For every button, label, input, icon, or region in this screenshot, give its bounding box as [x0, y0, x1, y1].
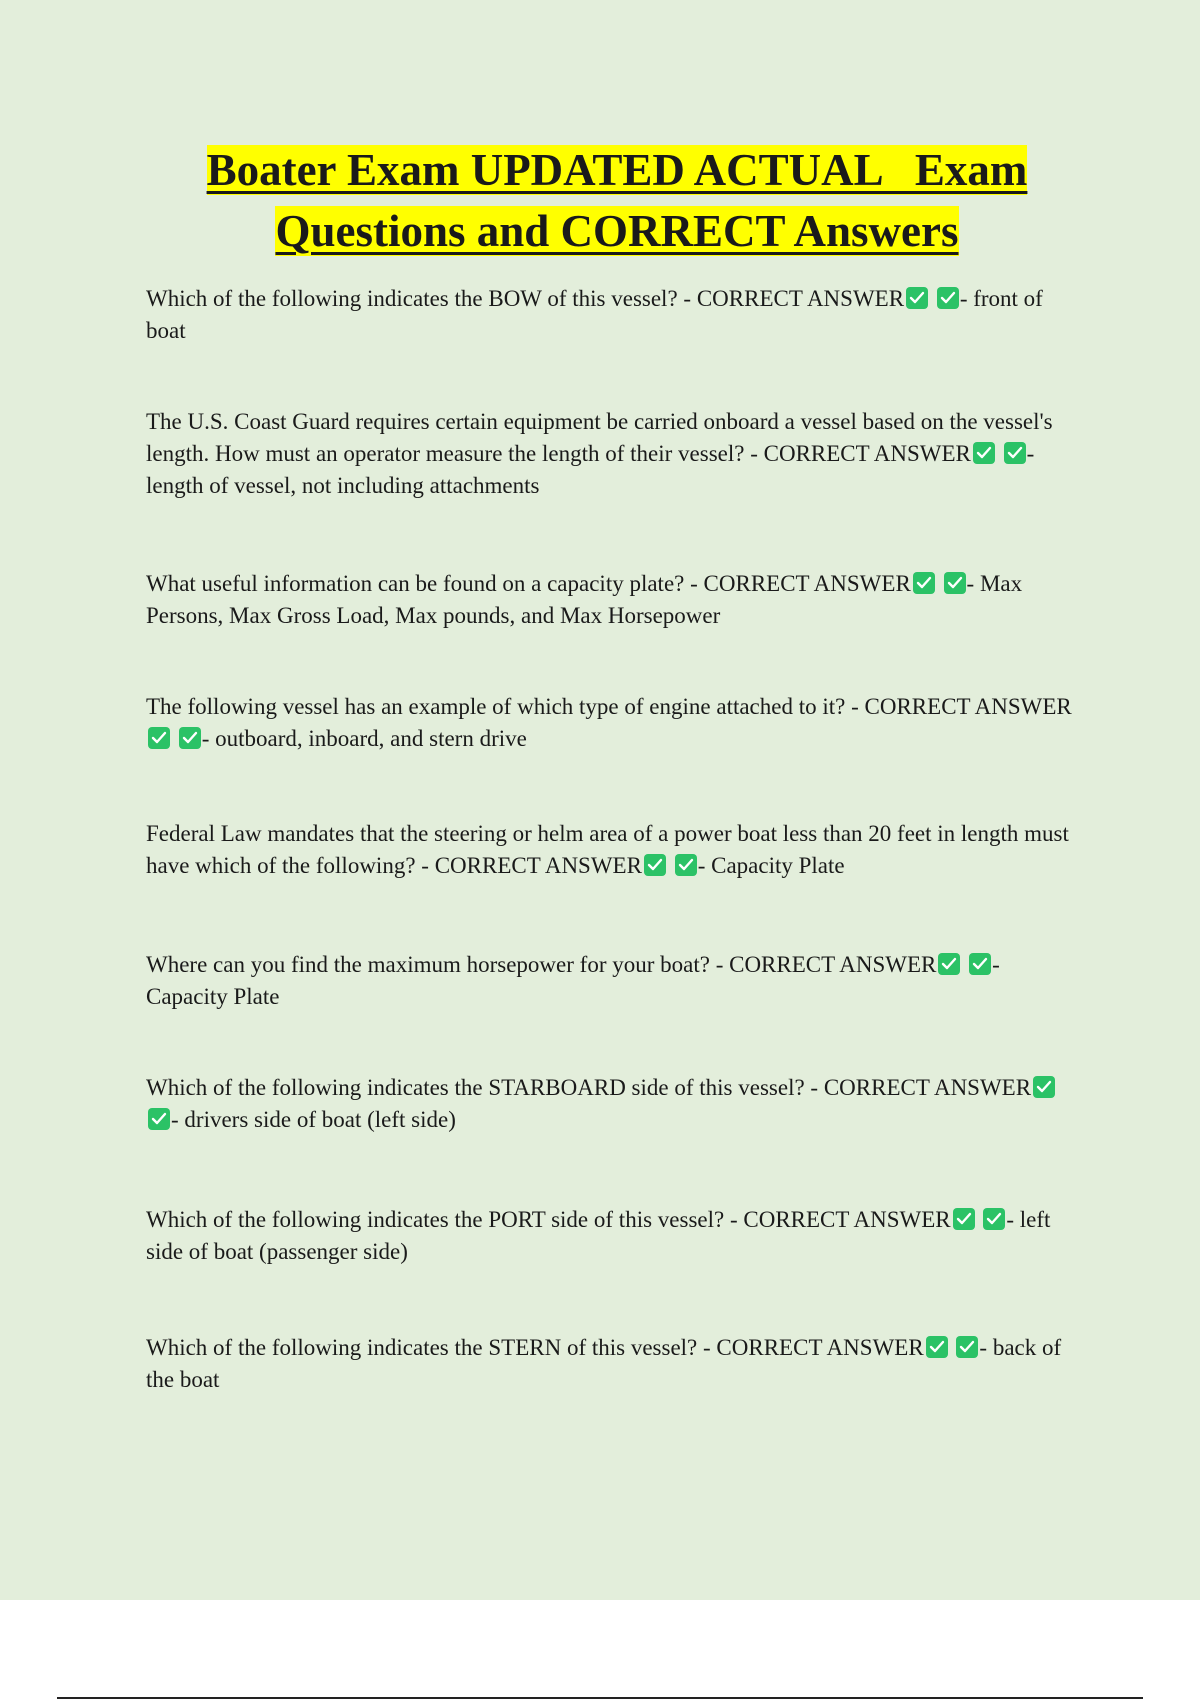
qa-item-2	[146, 406, 1076, 502]
answer-text: - Capacity Plate	[697, 853, 845, 878]
green-checkmark-box-icon	[983, 1208, 1005, 1230]
answer-text: - front of boat	[146, 286, 1043, 343]
green-checkmark-box-icon	[938, 953, 960, 975]
question-text: The following vessel has an example of which type of engine attached to it? -	[146, 694, 865, 719]
answer-text: - left side of boat (passenger side)	[146, 1207, 1051, 1264]
qa-item-1	[146, 283, 1076, 347]
qa-item-6	[146, 949, 1076, 1013]
question-text: What useful information can be found on a capacity plate? -	[146, 571, 704, 596]
green-checkmark-box-icon	[973, 442, 995, 464]
green-checkmark-box-icon	[926, 1336, 948, 1358]
green-checkmark-box-icon	[1033, 1076, 1055, 1098]
question-text: Which of the following indicates the STARBOARD side of this vessel? -	[146, 1075, 824, 1100]
answer-marker: CORRECT ANSWER	[716, 1335, 924, 1360]
answer-marker: CORRECT ANSWER	[729, 952, 937, 977]
green-checkmark-box-icon	[644, 854, 666, 876]
green-checkmark-box-icon	[675, 854, 697, 876]
title-line-1: Boater Exam UPDATED ACTUAL Exam	[206, 145, 1028, 195]
green-checkmark-box-icon	[906, 287, 928, 309]
question-text: Which of the following indicates the STERN of this vessel? -	[146, 1335, 717, 1360]
answer-marker: CORRECT ANSWER	[696, 286, 905, 311]
qa-item-7	[146, 1072, 1076, 1136]
answer-text: - back of the boat	[146, 1335, 1062, 1392]
answer-marker: CORRECT ANSWER	[434, 853, 642, 878]
footer-divider	[57, 1697, 1143, 1699]
green-checkmark-box-icon	[1004, 442, 1026, 464]
green-checkmark-box-icon	[937, 287, 959, 309]
green-checkmark-box-icon	[179, 727, 201, 749]
qa-item-5	[146, 818, 1076, 882]
answer-text: - Max Persons, Max Gross Load, Max pounds, and Max Horsepower	[146, 571, 1023, 628]
green-checkmark-box-icon	[148, 1108, 170, 1130]
answer-text: - drivers side of boat (left side)	[171, 1107, 456, 1132]
green-checkmark-box-icon	[956, 1336, 978, 1358]
qa-item-8	[146, 1204, 1076, 1268]
green-checkmark-box-icon	[944, 572, 966, 594]
green-checkmark-box-icon	[913, 572, 935, 594]
answer-marker: CORRECT ANSWER	[743, 1207, 951, 1232]
qa-item-3	[146, 568, 1076, 632]
document-title	[146, 140, 1088, 262]
green-checkmark-box-icon	[969, 953, 991, 975]
green-checkmark-box-icon	[953, 1208, 975, 1230]
question-text: Which of the following indicates the PORT side of this vessel? -	[146, 1207, 744, 1232]
answer-marker: CORRECT ANSWER	[864, 694, 1072, 719]
title-line-2: Questions and CORRECT Answers	[275, 206, 959, 256]
answer-text: - length of vessel, not including attachments	[146, 441, 1035, 498]
answer-marker: CORRECT ANSWER	[823, 1075, 1032, 1100]
question-text: Which of the following indicates the BOW of this vessel? -	[146, 286, 697, 311]
question-text: Federal Law mandates that the steering or helm area of a power boat less than 20 feet in length must have which of the following? -	[146, 821, 1069, 878]
answer-text: - Capacity Plate	[146, 952, 1000, 1009]
qa-item-9	[146, 1332, 1076, 1396]
answer-marker: CORRECT ANSWER	[703, 571, 911, 596]
question-text: Where can you find the maximum horsepower for your boat? -	[146, 952, 730, 977]
answer-text: - outboard, inboard, and stern drive	[201, 726, 527, 751]
green-checkmark-box-icon	[148, 727, 170, 749]
qa-item-4	[146, 691, 1076, 755]
answer-marker: CORRECT ANSWER	[763, 441, 971, 466]
question-text: The U.S. Coast Guard requires certain equipment be carried onboard a vessel based on the vessel's length. How must an operator measure the length of their vessel? -	[146, 409, 1053, 466]
